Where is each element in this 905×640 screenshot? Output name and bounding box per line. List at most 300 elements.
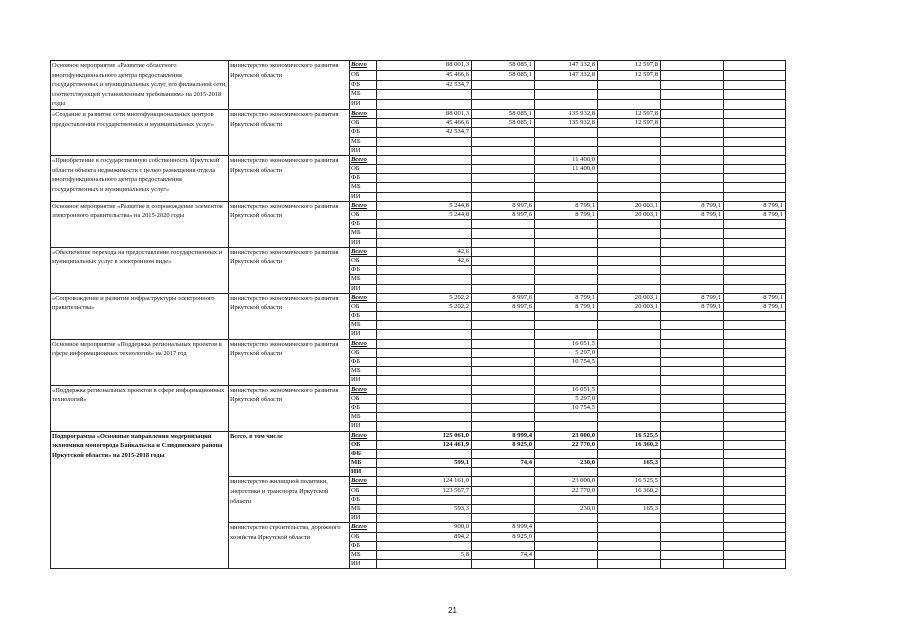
amount-cell (377, 385, 472, 394)
amount-cell: 8 997,6 (472, 201, 535, 210)
amount-cell (661, 80, 724, 90)
funding-source: МБ (350, 550, 377, 559)
amount-cell: 125 061,0 (377, 431, 472, 440)
amount-cell (724, 560, 786, 569)
funding-source: Всего (350, 385, 377, 394)
amount-cell: 12 597,8 (598, 70, 661, 80)
amount-cell: 135 932,8 (535, 109, 598, 118)
amount-cell (724, 100, 786, 110)
amount-cell (724, 321, 786, 330)
amount-cell: 42 534,7 (377, 128, 472, 137)
funding-source: ОБ (350, 119, 377, 128)
amount-cell (472, 422, 535, 431)
amount-cell (598, 468, 661, 477)
amount-cell: 23 000,0 (535, 477, 598, 486)
amount-cell (535, 468, 598, 477)
amount-cell (661, 523, 724, 532)
amount-cell: 8 799,1 (661, 201, 724, 210)
amount-cell (724, 266, 786, 275)
amount-cell: 45 466,6 (377, 70, 472, 80)
amount-cell (661, 413, 724, 422)
amount-cell (598, 403, 661, 412)
event-name: Основное мероприятие «Поддержка региональных проектов в сфере информационных технологий» на 2017 год (51, 339, 229, 385)
funding-source: МБ (350, 505, 377, 514)
amount-cell (472, 495, 535, 504)
amount-cell (377, 312, 472, 321)
amount-cell (724, 165, 786, 174)
amount-cell (661, 459, 724, 468)
amount-cell (598, 238, 661, 247)
table-row (51, 293, 786, 302)
funding-source: МБ (350, 275, 377, 284)
amount-cell: 147 332,8 (535, 70, 598, 80)
event-name: «Сопровождение и развитие инфраструктуры электронного правительства» (51, 293, 229, 339)
table-row (51, 61, 786, 71)
amount-cell: 8 997,6 (472, 293, 535, 302)
amount-cell (724, 385, 786, 394)
amount-cell (598, 128, 661, 137)
amount-cell (724, 238, 786, 247)
amount-cell (661, 560, 724, 569)
amount-cell (377, 137, 472, 146)
amount-cell (535, 229, 598, 238)
amount-cell: 5 244,8 (377, 201, 472, 210)
funding-source: ОБ (350, 70, 377, 80)
amount-cell (598, 174, 661, 183)
amount-cell (472, 468, 535, 477)
amount-cell (661, 468, 724, 477)
amount-cell (661, 550, 724, 559)
amount-cell: 12 597,8 (598, 61, 661, 71)
responsible-org: министерство экономического развития Иркутской области (229, 201, 350, 247)
amount-cell (661, 339, 724, 348)
amount-cell (724, 275, 786, 284)
amount-cell (661, 449, 724, 458)
amount-cell (377, 495, 472, 504)
amount-cell (377, 339, 472, 348)
amount-cell: 20 003,1 (598, 211, 661, 220)
amount-cell (598, 275, 661, 284)
amount-cell (598, 523, 661, 532)
amount-cell (724, 486, 786, 495)
amount-cell (377, 403, 472, 412)
amount-cell: 12 597,8 (598, 119, 661, 128)
responsible-org: министерство экономического развития Иркутской области (229, 339, 350, 385)
amount-cell: 124 461,9 (377, 440, 472, 449)
amount-cell: 8 925,0 (472, 440, 535, 449)
amount-cell (472, 238, 535, 247)
amount-cell (661, 220, 724, 229)
amount-cell (724, 137, 786, 146)
amount-cell (535, 367, 598, 376)
amount-cell (661, 486, 724, 495)
funding-source: ОБ (350, 348, 377, 357)
amount-cell (724, 339, 786, 348)
amount-cell: 42,6 (377, 256, 472, 265)
amount-cell (535, 100, 598, 110)
amount-cell (661, 119, 724, 128)
amount-cell (661, 440, 724, 449)
funding-source: МБ (350, 183, 377, 192)
amount-cell (377, 422, 472, 431)
amount-cell (724, 413, 786, 422)
amount-cell (724, 440, 786, 449)
amount-cell (724, 90, 786, 100)
amount-cell (724, 80, 786, 90)
amount-cell (472, 275, 535, 284)
amount-cell (598, 247, 661, 256)
amount-cell (472, 394, 535, 403)
amount-cell (724, 128, 786, 137)
amount-cell (598, 514, 661, 523)
amount-cell: 16 525,5 (598, 431, 661, 440)
amount-cell (535, 247, 598, 256)
amount-cell (598, 256, 661, 265)
amount-cell (598, 192, 661, 201)
amount-cell (724, 477, 786, 486)
event-name: «Создание и развитие сети многофункциональных центров предоставления государственных и муниципальных услуг» (51, 109, 229, 155)
table-row (51, 431, 786, 440)
amount-cell (472, 477, 535, 486)
amount-cell (598, 358, 661, 367)
funding-source: ФБ (350, 266, 377, 275)
funding-source: ОБ (350, 440, 377, 449)
amount-cell (535, 495, 598, 504)
amount-cell (535, 146, 598, 155)
amount-cell (535, 422, 598, 431)
funding-source: Всего (350, 431, 377, 440)
event-name: «Обеспечение перехода на предоставление государственных и муниципальных услуг в электронном виде» (51, 247, 229, 293)
amount-cell: 58 085,1 (472, 119, 535, 128)
amount-cell (598, 532, 661, 541)
amount-cell (724, 505, 786, 514)
amount-cell (661, 247, 724, 256)
amount-cell (472, 266, 535, 275)
amount-cell (724, 192, 786, 201)
amount-cell: 8 799,1 (535, 293, 598, 302)
amount-cell (377, 165, 472, 174)
amount-cell (724, 514, 786, 523)
amount-cell (472, 100, 535, 110)
amount-cell (598, 220, 661, 229)
amount-cell: 165,3 (598, 505, 661, 514)
responsible-org: министерство экономического развития Иркутской области (229, 293, 350, 339)
amount-cell: 5 297,0 (535, 348, 598, 357)
amount-cell (472, 137, 535, 146)
amount-cell (377, 367, 472, 376)
amount-cell: 8 997,6 (472, 211, 535, 220)
funding-source: ИИ (350, 330, 377, 339)
amount-cell (598, 560, 661, 569)
amount-cell: 8 799,1 (724, 293, 786, 302)
funding-source: ОБ (350, 486, 377, 495)
amount-cell (724, 183, 786, 192)
amount-cell (535, 137, 598, 146)
funding-source: Всего (350, 339, 377, 348)
funding-source: ФБ (350, 449, 377, 458)
amount-cell (661, 238, 724, 247)
amount-cell (535, 174, 598, 183)
amount-cell (724, 403, 786, 412)
amount-cell (472, 541, 535, 550)
amount-cell (598, 394, 661, 403)
amount-cell: 16 525,5 (598, 477, 661, 486)
amount-cell (724, 523, 786, 532)
amount-cell: 20 003,1 (598, 293, 661, 302)
funding-source: ФБ (350, 220, 377, 229)
amount-cell (724, 532, 786, 541)
amount-cell (472, 229, 535, 238)
event-name: Основное мероприятие «Развитие и сопровождение элементов электронного правительства» на 2015-2020 годы (51, 201, 229, 247)
amount-cell (377, 229, 472, 238)
amount-cell (535, 413, 598, 422)
amount-cell: 593,3 (377, 505, 472, 514)
amount-cell (472, 90, 535, 100)
funding-source: ИИ (350, 376, 377, 385)
amount-cell: 8 799,1 (661, 302, 724, 311)
amount-cell (661, 192, 724, 201)
amount-cell: 123 567,7 (377, 486, 472, 495)
amount-cell: 230,0 (535, 505, 598, 514)
funding-source: ФБ (350, 541, 377, 550)
amount-cell (377, 541, 472, 550)
amount-cell (724, 550, 786, 559)
amount-cell (377, 413, 472, 422)
table-row (51, 385, 786, 394)
amount-cell (661, 495, 724, 504)
amount-cell (472, 358, 535, 367)
amount-cell (724, 449, 786, 458)
amount-cell: 45 466,6 (377, 119, 472, 128)
amount-cell (472, 330, 535, 339)
amount-cell (598, 137, 661, 146)
amount-cell (598, 541, 661, 550)
amount-cell (661, 394, 724, 403)
amount-cell: 58 085,1 (472, 61, 535, 71)
amount-cell: 74,4 (472, 550, 535, 559)
funding-source: ОБ (350, 165, 377, 174)
funding-source: Всего (350, 109, 377, 118)
amount-cell (661, 155, 724, 164)
amount-cell (724, 312, 786, 321)
amount-cell (724, 394, 786, 403)
amount-cell (377, 192, 472, 201)
amount-cell (661, 128, 724, 137)
page-number: 21 (448, 606, 457, 615)
amount-cell (724, 146, 786, 155)
funding-source: МБ (350, 367, 377, 376)
amount-cell: 8 999,4 (472, 523, 535, 532)
amount-cell (724, 247, 786, 256)
amount-cell: 8 997,6 (472, 302, 535, 311)
amount-cell (661, 100, 724, 110)
amount-cell: 88 001,3 (377, 109, 472, 118)
amount-cell (535, 90, 598, 100)
amount-cell (598, 146, 661, 155)
amount-cell (472, 367, 535, 376)
amount-cell: 8 799,1 (724, 201, 786, 210)
responsible-org: министерство экономического развития Иркутской области (229, 247, 350, 293)
amount-cell (472, 560, 535, 569)
funding-source: ОБ (350, 211, 377, 220)
funding-source: ОБ (350, 394, 377, 403)
amount-cell (598, 550, 661, 559)
amount-cell: 20 003,1 (598, 201, 661, 210)
amount-cell (661, 109, 724, 118)
funding-source: МБ (350, 229, 377, 238)
amount-cell: 5,8 (377, 550, 472, 559)
amount-cell (377, 146, 472, 155)
funding-source: ИИ (350, 284, 377, 293)
amount-cell (661, 514, 724, 523)
amount-cell: 8 999,4 (472, 431, 535, 440)
funding-source: ФБ (350, 174, 377, 183)
amount-cell (598, 385, 661, 394)
amount-cell (724, 367, 786, 376)
amount-cell (377, 220, 472, 229)
amount-cell (724, 495, 786, 504)
amount-cell (661, 330, 724, 339)
event-name: «Поддержка региональных проектов в сфере информационных технологий» (51, 385, 229, 431)
amount-cell: 16 051,5 (535, 385, 598, 394)
amount-cell (472, 220, 535, 229)
amount-cell (377, 560, 472, 569)
amount-cell: 12 597,8 (598, 109, 661, 118)
amount-cell (472, 321, 535, 330)
amount-cell (535, 266, 598, 275)
table-row (51, 201, 786, 210)
amount-cell (661, 229, 724, 238)
amount-cell (724, 70, 786, 80)
amount-cell: 11 400,0 (535, 165, 598, 174)
funding-source: ФБ (350, 80, 377, 90)
funding-source: МБ (350, 90, 377, 100)
funding-source: Всего (350, 155, 377, 164)
amount-cell (472, 128, 535, 137)
amount-cell (724, 330, 786, 339)
amount-cell (661, 367, 724, 376)
amount-cell: 8 925,0 (472, 532, 535, 541)
amount-cell (598, 348, 661, 357)
amount-cell (377, 468, 472, 477)
amount-cell: 135 932,8 (535, 119, 598, 128)
funding-source: ФБ (350, 128, 377, 137)
amount-cell (377, 330, 472, 339)
amount-cell: 5 202,2 (377, 293, 472, 302)
funding-source: ИИ (350, 146, 377, 155)
amount-cell: 58 085,1 (472, 109, 535, 118)
amount-cell (598, 413, 661, 422)
amount-cell (598, 339, 661, 348)
amount-cell (661, 275, 724, 284)
amount-cell (724, 256, 786, 265)
amount-cell (724, 431, 786, 440)
amount-cell (724, 348, 786, 357)
amount-cell (535, 330, 598, 339)
amount-cell (661, 376, 724, 385)
amount-cell (377, 100, 472, 110)
amount-cell (535, 532, 598, 541)
funding-source: Всего (350, 247, 377, 256)
amount-cell: 58 085,1 (472, 70, 535, 80)
amount-cell (724, 376, 786, 385)
funding-source: ИИ (350, 468, 377, 477)
amount-cell (661, 90, 724, 100)
amount-cell (661, 165, 724, 174)
amount-cell (598, 422, 661, 431)
amount-cell (535, 541, 598, 550)
amount-cell (661, 266, 724, 275)
amount-cell (724, 61, 786, 71)
amount-cell (598, 183, 661, 192)
amount-cell (661, 183, 724, 192)
amount-cell (598, 376, 661, 385)
amount-cell (535, 550, 598, 559)
amount-cell (661, 284, 724, 293)
amount-cell (535, 128, 598, 137)
amount-cell: 16 360,2 (598, 486, 661, 495)
amount-cell (724, 109, 786, 118)
amount-cell: 23 000,0 (535, 431, 598, 440)
amount-cell (598, 266, 661, 275)
event-name: Подпрограмма «Основные направления модернизации экономики моногорода Байкальска и Слюдянского района Иркутской области» на 2015-2018 годы (51, 431, 229, 569)
funding-source: ИИ (350, 238, 377, 247)
funding-source: ИИ (350, 100, 377, 110)
amount-cell (724, 358, 786, 367)
amount-cell: 10 754,5 (535, 403, 598, 412)
amount-cell (535, 514, 598, 523)
amount-cell (472, 339, 535, 348)
amount-cell (472, 183, 535, 192)
amount-cell (661, 174, 724, 183)
funding-source: ИИ (350, 422, 377, 431)
funding-source: ФБ (350, 312, 377, 321)
amount-cell: 900,0 (377, 523, 472, 532)
amount-cell: 5 297,0 (535, 394, 598, 403)
amount-cell (377, 183, 472, 192)
amount-cell (598, 330, 661, 339)
amount-cell (472, 80, 535, 90)
funding-source: ОБ (350, 302, 377, 311)
amount-cell (535, 523, 598, 532)
amount-cell (472, 449, 535, 458)
amount-cell (724, 422, 786, 431)
amount-cell (661, 477, 724, 486)
amount-cell (661, 137, 724, 146)
amount-cell (535, 312, 598, 321)
amount-cell (598, 367, 661, 376)
amount-cell (661, 61, 724, 71)
amount-cell (598, 155, 661, 164)
funding-source: МБ (350, 321, 377, 330)
amount-cell (377, 238, 472, 247)
funding-source: Всего (350, 523, 377, 532)
amount-cell (661, 358, 724, 367)
amount-cell: 8 799,1 (535, 302, 598, 311)
amount-cell: 8 799,1 (661, 293, 724, 302)
amount-cell (661, 146, 724, 155)
amount-cell (535, 183, 598, 192)
amount-cell: 230,0 (535, 459, 598, 468)
funding-source: МБ (350, 459, 377, 468)
amount-cell (535, 376, 598, 385)
amount-cell (535, 220, 598, 229)
responsible-org: министерство экономического развития Иркутской области (229, 155, 350, 201)
amount-cell: 42,6 (377, 247, 472, 256)
amount-cell (598, 312, 661, 321)
amount-cell: 8 799,1 (661, 211, 724, 220)
amount-cell (661, 541, 724, 550)
